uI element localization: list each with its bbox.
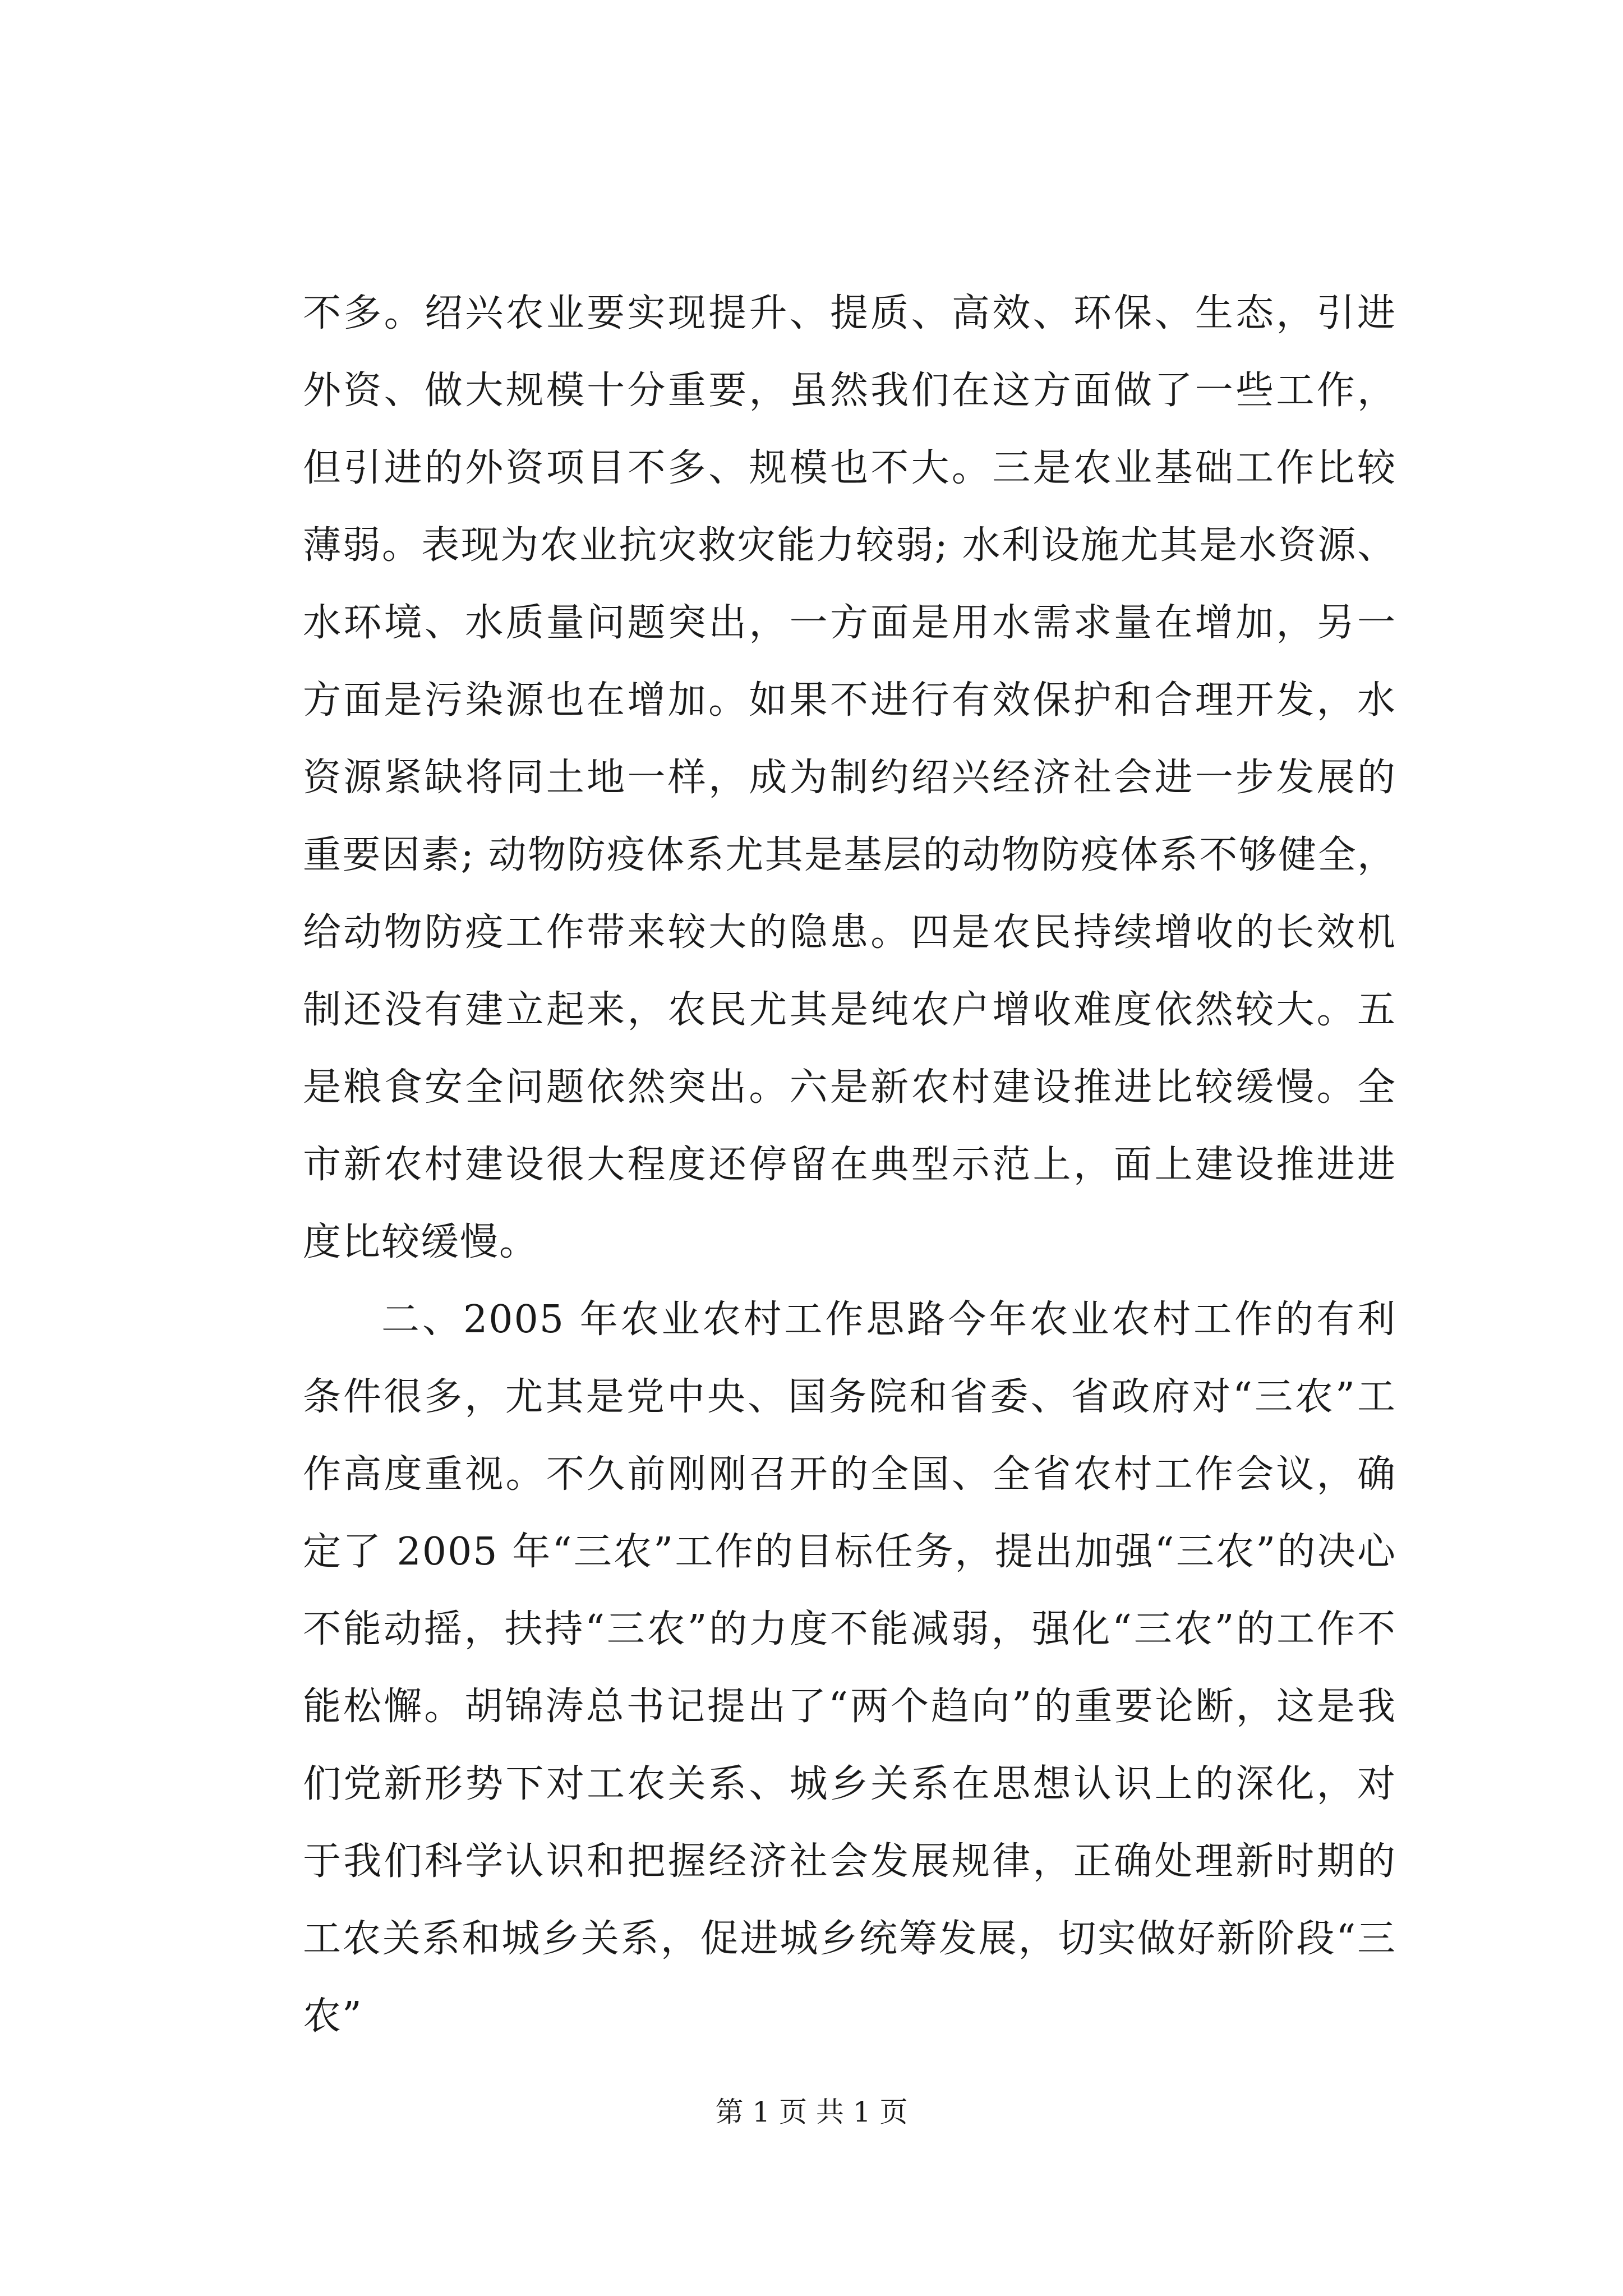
page-footer: 第 1 页 共 1 页 <box>715 2096 908 2128</box>
paragraph-continued: 不多。绍兴农业要实现提升、提质、高效、环保、生态，引进外资、做大规模十分重要，虽然我们在这方面做了一些工作，但引进的外资项目不多、规模也不大。三是农业基础工作比较薄弱。表现为农业抗灾救灾能力较弱; 水利设施尤其是水资源、水环境、水质量问题突出，一方面是用水需求量在增加，另一方面是污染源也在增加。如果不进行有效保护和合理开发，水资源紧缺将同土地一样，成为制约绍兴经济社会进一步发展的重要因素; 动物防疫体系尤其是基层的动物防疫体系不够健全，给动物防疫工作带来较大的隐患。四是农民持续增收的长效机制还没有建立起来，农民尤其是纯农户增收难度依然较大。五是粮食安全问题依然突出。六是新农村建设推进比较缓慢。全市新农村建设很大程度还停留在典型示范上，面上建设推进进度比较缓慢。 <box>303 291 1396 1264</box>
paragraph-section-two: 二、2005 年农业农村工作思路今年农业农村工作的有利条件很多，尤其是党中央、国务院和省委、省政府对“三农”工作高度重视。不久前刚刚召开的全国、全省农村工作会议，确定了 2005 年“三农”工作的目标任务，提出加强“三农”的决心不能动摇，扶持“三农”的力度不能减弱，强化“三农”的工作不能松懈。胡锦涛总书记提出了“两个趋向”的重要论断，这是我们党新形势下对工农关系、城乡关系在思想认识上的深化，对于我们科学认识和把握经济社会发展规律，正确处理新时期的工农关系和城乡关系，促进城乡统筹发展，切实做好新阶段“三农” <box>303 1297 1396 2039</box>
body-text <box>303 275 1396 2055</box>
